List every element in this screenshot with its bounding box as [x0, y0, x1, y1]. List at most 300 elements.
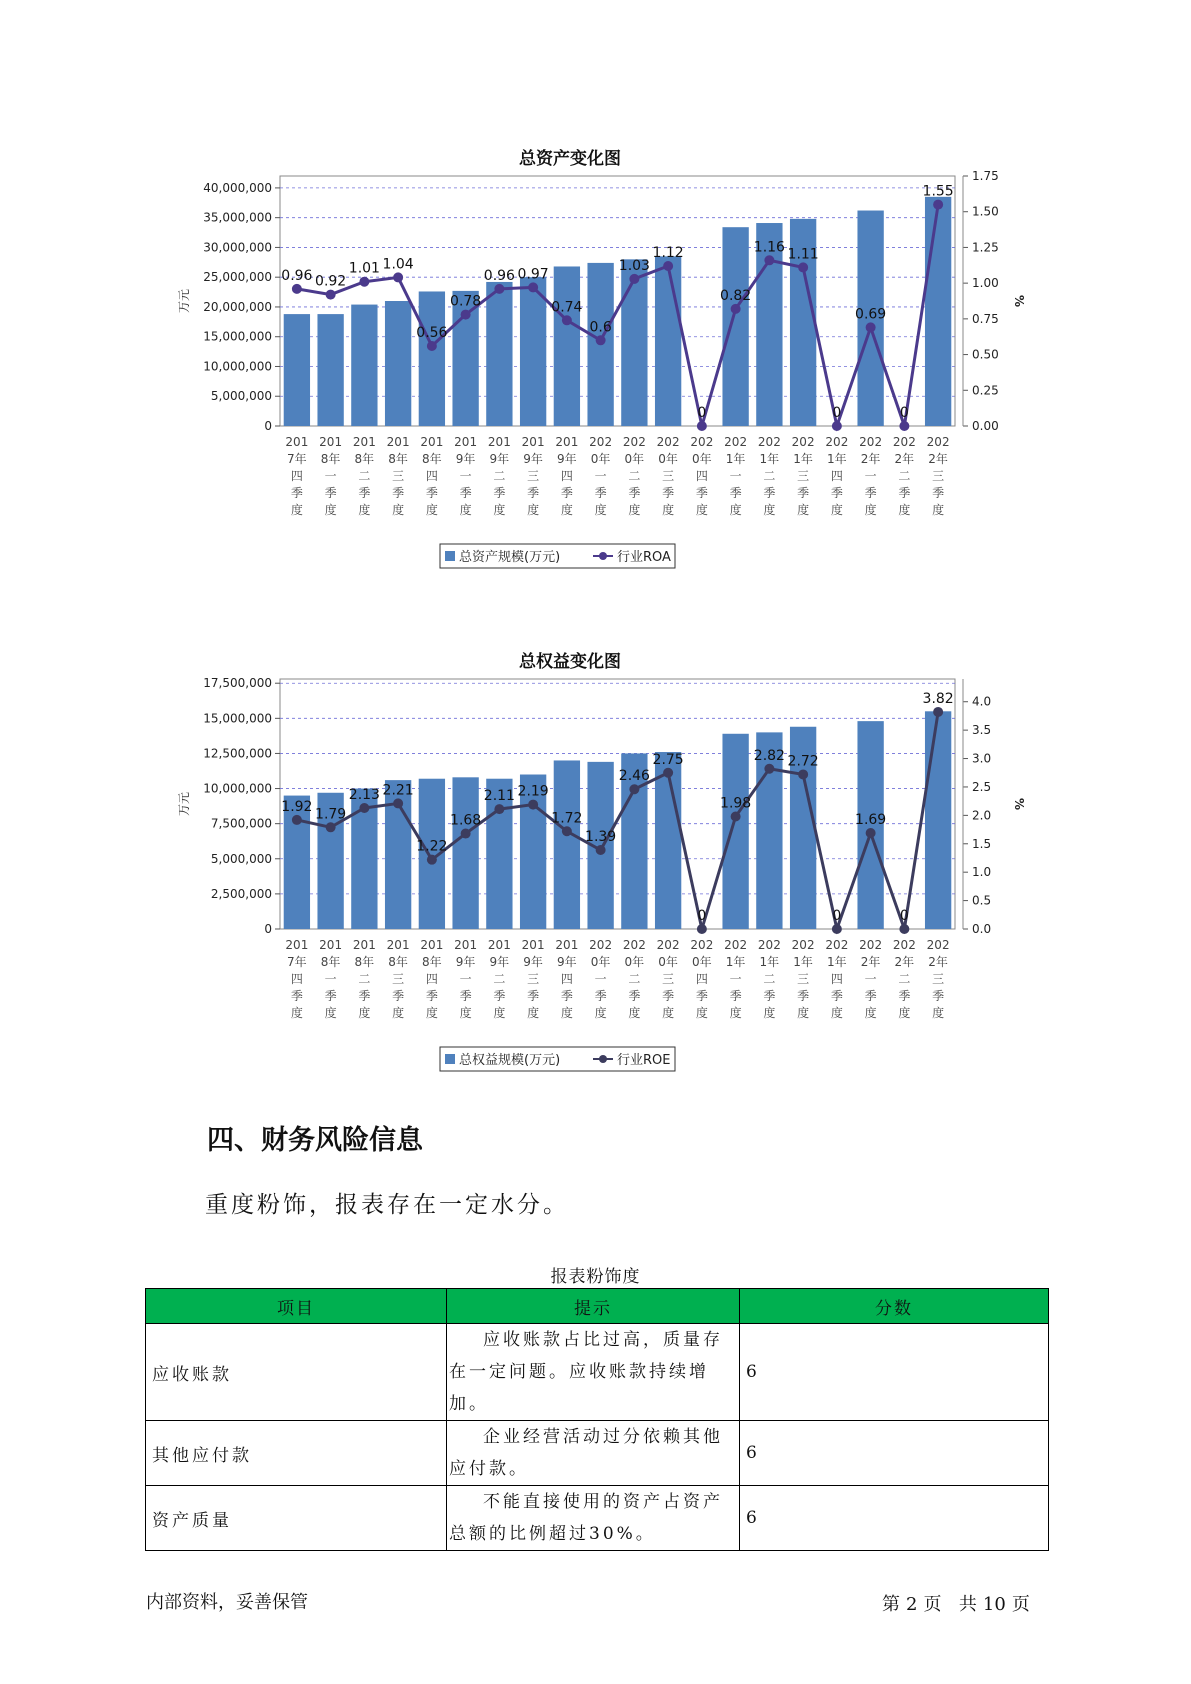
- x-tick-line: 202: [791, 435, 815, 449]
- x-tick-line: 度: [324, 503, 337, 517]
- x-tick-line: 三: [662, 972, 675, 986]
- data-label: 0.96: [483, 267, 515, 284]
- series-point: [292, 815, 302, 825]
- x-tick-line: 季: [695, 486, 708, 500]
- legend-line-marker: [599, 1055, 607, 1063]
- x-tick-label: [488, 435, 511, 517]
- x-tick-line: 季: [560, 989, 573, 1003]
- x-tick-line: 度: [459, 1006, 472, 1020]
- x-tick-line: 0年: [624, 955, 645, 969]
- x-tick-label: [758, 938, 781, 1020]
- table-caption: 报表粉饰度: [550, 1267, 641, 1287]
- data-label: 1.68: [450, 812, 482, 829]
- x-tick-line: 四: [695, 972, 708, 986]
- x-tick-line: 8年: [388, 452, 408, 466]
- x-tick-line: 季: [864, 989, 877, 1003]
- plot-area: [280, 679, 955, 929]
- x-tick-label: [893, 938, 916, 1020]
- x-tick-line: 度: [628, 503, 641, 517]
- data-label: 2.46: [618, 768, 650, 785]
- x-tick-label: [353, 435, 376, 517]
- x-tick-line: 9年: [489, 452, 510, 466]
- x-tick-line: 201: [487, 938, 511, 952]
- x-tick-line: 三: [932, 972, 945, 986]
- legend-bar-swatch: [445, 551, 455, 561]
- bar: [520, 277, 546, 426]
- x-tick-line: 度: [763, 503, 776, 517]
- y2-tick-label: 0.75: [972, 311, 999, 326]
- series-point: [832, 421, 842, 431]
- x-tick-line: 季: [763, 486, 776, 500]
- x-tick-label: [690, 938, 713, 1020]
- x-tick-line: 季: [594, 989, 607, 1003]
- series-point: [528, 282, 538, 292]
- x-tick-label: [927, 938, 950, 1020]
- bar: [925, 197, 951, 426]
- x-tick-line: 9年: [557, 452, 577, 466]
- x-tick-line: 9年: [455, 452, 476, 466]
- x-tick-line: 季: [830, 989, 843, 1003]
- series-point: [663, 261, 673, 271]
- x-tick-label: [859, 938, 882, 1020]
- x-tick-line: 度: [662, 503, 675, 517]
- bar: [486, 282, 512, 426]
- x-tick-label: [454, 938, 477, 1020]
- x-tick-line: 一: [729, 972, 742, 986]
- data-label: 1.12: [652, 245, 684, 261]
- x-tick-line: 度: [358, 1006, 371, 1020]
- x-tick-line: 201: [521, 435, 545, 449]
- x-tick-line: 2年: [928, 955, 948, 969]
- x-tick-line: 度: [898, 1006, 911, 1020]
- series-point: [663, 768, 673, 778]
- x-tick-line: 度: [729, 503, 742, 517]
- x-tick-label: [555, 938, 578, 1020]
- x-tick-line: 202: [724, 938, 748, 952]
- x-tick-line: 1年: [759, 452, 780, 466]
- hint-text: 企业经营活动过分依赖其他应付款。: [449, 1427, 723, 1479]
- data-label: 0.97: [517, 266, 549, 283]
- series-point: [629, 784, 639, 794]
- table-cell-item: 其他应付款: [146, 1421, 447, 1486]
- y2-axis-label: %: [1012, 797, 1026, 811]
- x-tick-line: 2年: [860, 452, 881, 466]
- bar: [621, 259, 647, 426]
- series-point: [596, 845, 606, 855]
- data-label: 0: [832, 405, 842, 421]
- x-tick-line: 季: [527, 989, 540, 1003]
- x-tick-line: 度: [797, 503, 810, 517]
- x-tick-line: 四: [290, 469, 303, 483]
- x-tick-line: 三: [797, 469, 810, 483]
- x-tick-line: 8年: [422, 452, 442, 466]
- bar: [655, 256, 681, 426]
- x-tick-line: 202: [589, 435, 613, 449]
- series-point: [393, 272, 403, 282]
- x-tick-line: 四: [560, 972, 573, 986]
- series-point: [899, 421, 909, 431]
- x-tick-line: 一: [594, 972, 607, 986]
- x-tick-line: 度: [324, 1006, 337, 1020]
- y-tick-label: 17,500,000: [203, 676, 272, 691]
- y2-tick-label: 0.50: [972, 347, 999, 362]
- x-tick-line: 二: [628, 972, 641, 986]
- x-tick-line: 三: [662, 469, 675, 483]
- x-tick-line: 二: [358, 469, 371, 483]
- series-point: [326, 290, 336, 300]
- x-tick-line: 202: [656, 435, 680, 449]
- x-tick-line: 季: [864, 486, 877, 500]
- x-tick-line: 季: [459, 486, 472, 500]
- x-tick-line: 季: [628, 989, 641, 1003]
- x-tick-line: 四: [425, 469, 438, 483]
- series-point: [629, 274, 639, 284]
- bar: [419, 291, 445, 426]
- x-tick-line: 季: [493, 989, 506, 1003]
- data-label: 1.16: [753, 239, 785, 256]
- bar: [925, 711, 951, 929]
- legend-bar-label: 总权益规模(万元): [459, 1053, 561, 1068]
- x-tick-line: 二: [628, 469, 641, 483]
- y-tick-label: 0: [264, 922, 272, 936]
- x-tick-line: 202: [724, 435, 748, 449]
- x-tick-label: [285, 435, 308, 517]
- total-assets-chart-svg: [170, 164, 1026, 604]
- data-label: 1.22: [416, 838, 448, 855]
- x-tick-line: 度: [864, 1006, 877, 1020]
- series-point: [494, 284, 504, 294]
- y-axis-label: 万元: [177, 288, 191, 314]
- data-label: 2.11: [483, 788, 515, 805]
- x-tick-line: 三: [527, 469, 540, 483]
- series-point: [393, 798, 403, 808]
- data-label: 1.11: [787, 246, 819, 263]
- x-tick-line: 季: [628, 486, 641, 500]
- series-point: [697, 924, 707, 934]
- table-row: [146, 1421, 1049, 1486]
- x-tick-line: 季: [392, 486, 405, 500]
- chart-title: 总权益变化图: [519, 652, 621, 672]
- table-cell-score: 6: [740, 1486, 1049, 1551]
- y-tick-label: 10,000,000: [203, 359, 272, 374]
- total-unit: 页: [1011, 1594, 1030, 1615]
- data-label: 1.98: [720, 795, 752, 812]
- series-point: [933, 200, 943, 210]
- data-label: 0: [899, 908, 909, 924]
- y2-tick-label: 0.0: [972, 922, 992, 936]
- bar: [351, 305, 377, 426]
- y2-tick-label: 1.5: [972, 836, 992, 851]
- x-tick-line: 季: [425, 486, 438, 500]
- x-tick-line: 201: [386, 435, 410, 449]
- x-tick-line: 季: [830, 486, 843, 500]
- bar: [554, 266, 580, 426]
- x-tick-line: 二: [358, 972, 371, 986]
- x-tick-line: 季: [932, 989, 945, 1003]
- x-tick-line: 四: [830, 469, 843, 483]
- x-tick-line: 201: [420, 938, 444, 952]
- x-tick-line: 202: [859, 435, 883, 449]
- x-tick-line: 8年: [422, 955, 442, 969]
- y2-tick-label: 1.75: [972, 169, 999, 183]
- x-tick-line: 季: [662, 989, 675, 1003]
- x-tick-line: 0年: [692, 452, 712, 466]
- table-header-item: 项目: [146, 1289, 447, 1324]
- y-tick-label: 15,000,000: [203, 329, 272, 344]
- data-label: 0: [899, 405, 909, 421]
- x-tick-line: 季: [594, 486, 607, 500]
- x-tick-label: [792, 435, 815, 517]
- x-tick-line: 202: [859, 938, 883, 952]
- x-tick-line: 三: [797, 972, 810, 986]
- x-tick-line: 201: [386, 938, 410, 952]
- table-header-score: 分数: [740, 1289, 1049, 1324]
- x-tick-line: 1年: [793, 452, 813, 466]
- x-tick-line: 季: [695, 989, 708, 1003]
- x-tick-line: 0年: [590, 955, 611, 969]
- x-tick-line: 202: [690, 938, 714, 952]
- x-tick-line: 季: [459, 989, 472, 1003]
- x-tick-label: [319, 435, 342, 517]
- x-tick-line: 202: [791, 938, 815, 952]
- data-label: 0.6: [589, 319, 612, 336]
- x-tick-line: 201: [352, 938, 376, 952]
- bar: [317, 314, 343, 426]
- x-tick-line: 季: [324, 989, 337, 1003]
- x-tick-line: 度: [493, 1006, 506, 1020]
- x-tick-label: [859, 435, 882, 517]
- series-point: [562, 826, 572, 836]
- hint-text: 不能直接使用的资产占资产总额的比例超过30%。: [449, 1492, 723, 1544]
- x-tick-label: [657, 435, 680, 517]
- series-point: [562, 315, 572, 325]
- y-tick-label: 25,000,000: [203, 270, 272, 285]
- total-equity-chart: [170, 643, 1026, 1103]
- x-tick-line: 度: [830, 503, 843, 517]
- table-cell-item: 应收账款: [146, 1324, 447, 1421]
- x-tick-label: [420, 435, 443, 517]
- x-tick-line: 季: [662, 486, 675, 500]
- x-tick-label: [488, 938, 511, 1020]
- x-tick-line: 201: [319, 435, 343, 449]
- x-tick-label: [690, 435, 713, 517]
- total-num: 10: [982, 1594, 1006, 1615]
- x-tick-line: 201: [420, 435, 444, 449]
- x-tick-line: 202: [757, 435, 781, 449]
- x-tick-label: [927, 435, 950, 517]
- x-tick-line: 202: [757, 938, 781, 952]
- x-tick-line: 度: [763, 1006, 776, 1020]
- x-tick-line: 三: [392, 972, 405, 986]
- x-tick-line: 季: [493, 486, 506, 500]
- total-prefix: 共: [958, 1594, 977, 1615]
- x-tick-line: 季: [932, 486, 945, 500]
- series-point: [933, 707, 943, 717]
- x-tick-line: 度: [729, 1006, 742, 1020]
- x-tick-line: 度: [864, 503, 877, 517]
- x-tick-line: 2年: [928, 452, 948, 466]
- y-tick-label: 12,500,000: [203, 746, 272, 761]
- data-label: 1.39: [585, 829, 617, 846]
- x-tick-line: 8年: [388, 955, 408, 969]
- x-tick-line: 201: [555, 938, 579, 952]
- x-tick-line: 度: [290, 1006, 303, 1020]
- x-tick-label: [420, 938, 443, 1020]
- series-point: [359, 803, 369, 813]
- y2-tick-label: 2.0: [972, 808, 992, 823]
- y-tick-label: 15,000,000: [203, 711, 272, 726]
- footer-page-number: [882, 1590, 1036, 1616]
- y-tick-label: 7,500,000: [210, 816, 272, 831]
- x-tick-label: [522, 938, 545, 1020]
- series-point: [866, 828, 876, 838]
- page-prefix: 第: [882, 1594, 900, 1615]
- x-tick-line: 0年: [590, 452, 611, 466]
- x-tick-label: [792, 938, 815, 1020]
- x-tick-label: [724, 938, 747, 1020]
- data-label: 1.04: [382, 256, 414, 273]
- x-tick-line: 度: [392, 1006, 405, 1020]
- x-tick-line: 季: [425, 989, 438, 1003]
- data-label: 1.92: [281, 798, 313, 815]
- x-tick-label: [387, 938, 410, 1020]
- x-tick-line: 度: [527, 1006, 540, 1020]
- y2-tick-label: 0.25: [972, 383, 999, 398]
- y2-tick-label: 1.50: [972, 204, 999, 219]
- data-label: 0.92: [315, 273, 347, 290]
- x-tick-line: 202: [892, 938, 916, 952]
- x-tick-line: 9年: [523, 452, 543, 466]
- x-tick-line: 度: [560, 1006, 573, 1020]
- table-cell-hint: [447, 1324, 740, 1421]
- series-point: [798, 769, 808, 779]
- data-label: 0.74: [551, 299, 583, 316]
- x-tick-line: 1年: [793, 955, 813, 969]
- data-label: 0.78: [450, 293, 482, 310]
- series-point: [528, 800, 538, 810]
- x-tick-line: 度: [898, 503, 911, 517]
- x-tick-line: 度: [628, 1006, 641, 1020]
- x-tick-line: 202: [926, 938, 950, 952]
- y2-tick-label: 1.00: [972, 276, 999, 291]
- x-tick-line: 四: [560, 469, 573, 483]
- x-tick-line: 1年: [725, 955, 746, 969]
- x-tick-line: 9年: [523, 955, 543, 969]
- data-label: 0: [697, 908, 707, 924]
- table-row: [146, 1324, 1049, 1421]
- series-point: [494, 804, 504, 814]
- y2-tick-label: 4.0: [972, 694, 992, 709]
- x-tick-line: 度: [527, 503, 540, 517]
- page-num: 2: [906, 1594, 918, 1615]
- x-tick-line: 202: [892, 435, 916, 449]
- y-tick-label: 5,000,000: [210, 389, 272, 404]
- series-point: [359, 277, 369, 287]
- data-label: 1.79: [315, 806, 347, 823]
- series-point: [326, 822, 336, 832]
- x-tick-line: 度: [932, 503, 945, 517]
- section-heading: 四、财务风险信息: [207, 1125, 423, 1156]
- x-tick-line: 202: [622, 938, 646, 952]
- x-tick-line: 季: [358, 989, 371, 1003]
- series-point: [427, 341, 437, 351]
- bar: [722, 227, 748, 426]
- x-tick-line: 201: [285, 435, 309, 449]
- series-point: [292, 284, 302, 294]
- series-point: [832, 924, 842, 934]
- series-point: [697, 421, 707, 431]
- total-equity-chart-svg: [170, 667, 1026, 1107]
- x-tick-line: 202: [690, 435, 714, 449]
- x-tick-line: 度: [797, 1006, 810, 1020]
- x-tick-line: 1年: [827, 452, 847, 466]
- x-tick-label: [893, 435, 916, 517]
- table-row: [146, 1486, 1049, 1551]
- x-tick-label: [825, 435, 848, 517]
- x-tick-line: 9年: [557, 955, 577, 969]
- x-tick-line: 季: [729, 486, 742, 500]
- x-tick-label: [623, 435, 646, 517]
- data-label: 0.56: [416, 325, 448, 341]
- x-tick-line: 度: [662, 1006, 675, 1020]
- y-axis-label: 万元: [177, 791, 191, 817]
- x-tick-line: 度: [425, 1006, 438, 1020]
- plot-area: [280, 176, 955, 426]
- data-label: 2.21: [382, 782, 414, 799]
- y2-axis-label: %: [1012, 294, 1026, 308]
- data-label: 2.75: [652, 751, 684, 768]
- x-tick-line: 一: [459, 972, 472, 986]
- x-tick-line: 度: [392, 503, 405, 517]
- x-tick-line: 二: [763, 469, 776, 483]
- x-tick-line: 四: [425, 972, 438, 986]
- x-tick-line: 201: [555, 435, 579, 449]
- x-tick-line: 四: [695, 469, 708, 483]
- series-point: [764, 764, 774, 774]
- x-tick-line: 7年: [287, 955, 307, 969]
- x-tick-line: 季: [392, 989, 405, 1003]
- series-point: [596, 335, 606, 345]
- y-tick-label: 2,500,000: [210, 886, 272, 901]
- x-tick-line: 0年: [658, 452, 678, 466]
- x-tick-line: 201: [319, 938, 343, 952]
- y2-tick-label: 2.5: [972, 779, 992, 794]
- x-tick-line: 202: [622, 435, 646, 449]
- series-point: [461, 829, 471, 839]
- data-label: 3.82: [922, 690, 954, 707]
- x-tick-line: 2年: [860, 955, 881, 969]
- x-tick-line: 202: [825, 435, 849, 449]
- bar: [452, 777, 478, 929]
- x-tick-line: 季: [797, 989, 810, 1003]
- x-tick-line: 202: [589, 938, 613, 952]
- x-tick-line: 季: [898, 486, 911, 500]
- x-tick-line: 一: [729, 469, 742, 483]
- x-tick-line: 1年: [759, 955, 780, 969]
- x-tick-line: 度: [290, 503, 303, 517]
- section-text: 重度粉饰，报表存在一定水分。: [205, 1192, 569, 1218]
- x-tick-label: [555, 435, 578, 517]
- x-tick-line: 0年: [624, 452, 645, 466]
- x-tick-label: [825, 938, 848, 1020]
- y2-tick-label: 3.5: [972, 723, 992, 738]
- table-cell-item: 资产质量: [146, 1486, 447, 1551]
- series-point: [731, 812, 741, 822]
- x-tick-line: 季: [290, 989, 303, 1003]
- data-label: 1.03: [618, 257, 650, 274]
- x-tick-line: 8年: [320, 955, 341, 969]
- bar: [554, 760, 580, 929]
